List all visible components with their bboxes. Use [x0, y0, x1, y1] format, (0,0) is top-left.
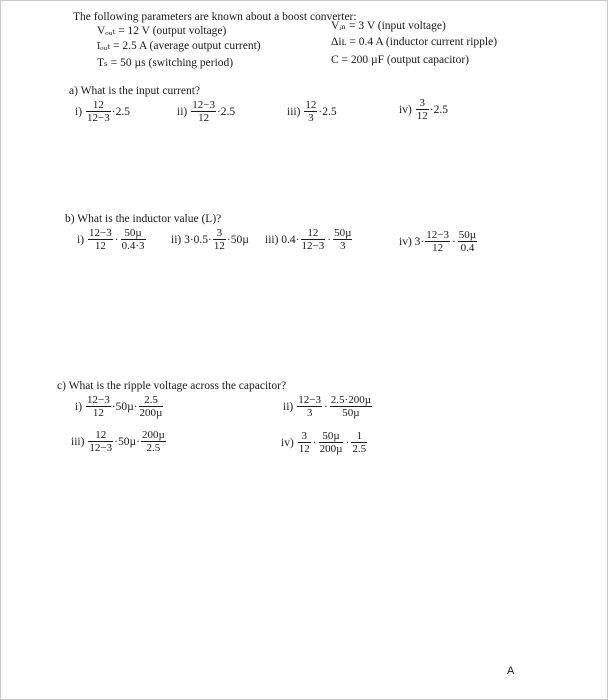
- numerator: 12: [301, 227, 326, 240]
- option-label: iii): [71, 435, 85, 448]
- option-label: iv): [281, 436, 294, 449]
- qb-option-i[interactable]: [77, 227, 147, 252]
- numerator: 2.5·200µ: [330, 394, 372, 406]
- option-label: i): [75, 400, 83, 413]
- numerator: 12: [86, 99, 111, 112]
- fraction: [86, 394, 111, 419]
- denominator: 12: [416, 110, 428, 122]
- fraction: [139, 394, 164, 419]
- denominator: 0.4·3: [121, 240, 145, 252]
- tail-factor: ·2.5: [429, 103, 448, 116]
- numerator: 1: [351, 430, 367, 443]
- dot-operator: ·: [312, 436, 317, 449]
- qa-option-i[interactable]: [75, 99, 130, 124]
- numerator: 12−3: [89, 227, 112, 239]
- qb-option-iii[interactable]: [265, 227, 353, 252]
- fraction: [121, 227, 146, 252]
- fraction: [319, 430, 344, 455]
- param-iout: īₒᵤₜ = 2.5 A (average output current): [97, 40, 261, 52]
- intro-text: The following parameters are known about a boost converter:: [73, 11, 357, 23]
- numerator: 12: [305, 99, 317, 111]
- tail-factor: ·2.5: [111, 105, 130, 118]
- option-label: ii): [283, 400, 294, 413]
- denominator: 12: [198, 112, 210, 124]
- denominator: 12: [298, 443, 310, 455]
- numerator: 200µ: [141, 429, 165, 441]
- numerator: 3: [213, 227, 226, 240]
- fraction: [86, 99, 111, 124]
- denominator: 12−3: [89, 442, 113, 454]
- fraction: [301, 227, 326, 252]
- fraction: [88, 227, 113, 252]
- dot-operator: ·: [345, 436, 350, 449]
- denominator: 12−3: [87, 112, 110, 124]
- qc-option-ii[interactable]: [283, 394, 373, 419]
- numerator: 50µ: [458, 229, 477, 241]
- qa-option-ii[interactable]: [177, 99, 235, 124]
- fraction: [330, 394, 372, 419]
- denominator: 12: [432, 242, 444, 254]
- option-label: ii): [177, 105, 188, 118]
- tail-factor: ·50µ: [226, 233, 249, 246]
- qb-option-ii[interactable]: [171, 227, 249, 252]
- dot-operator: ·: [451, 235, 456, 248]
- numerator: 12−3: [426, 229, 449, 241]
- fraction: [141, 429, 166, 454]
- option-label: iii): [287, 105, 301, 118]
- numerator: 12−3: [298, 394, 321, 406]
- qc-option-iv[interactable]: [281, 430, 368, 455]
- numerator: 12: [88, 429, 113, 442]
- option-label: iv): [399, 103, 412, 116]
- fraction: [88, 429, 113, 454]
- fraction: [333, 227, 352, 252]
- fraction: [191, 99, 216, 124]
- denominator: 3: [339, 240, 346, 252]
- numerator: 3: [416, 97, 429, 110]
- question-b: b) What is the inductor value (L)?: [65, 213, 222, 225]
- fraction: [213, 227, 226, 252]
- numerator: 12−3: [87, 394, 110, 406]
- fraction: [304, 99, 317, 124]
- qc-option-iii[interactable]: [71, 429, 167, 454]
- numerator: 3: [298, 430, 311, 443]
- fraction: [425, 229, 450, 254]
- fraction: [297, 394, 322, 419]
- denominator: 12: [213, 240, 225, 252]
- middle-factor: ·50µ·: [114, 435, 140, 448]
- numerator: 50µ: [334, 227, 352, 239]
- qa-option-iii[interactable]: [287, 99, 337, 124]
- denominator: 3: [306, 407, 313, 419]
- option-label: iv) 3·: [399, 235, 425, 248]
- denominator: 12−3: [301, 240, 325, 252]
- dot-operator: ·: [323, 400, 328, 413]
- numerator: 2.5: [139, 394, 164, 407]
- middle-factor: ·50µ·: [111, 400, 138, 413]
- option-label: i): [75, 105, 83, 118]
- qc-option-i[interactable]: [75, 394, 164, 419]
- denominator: 50µ: [342, 407, 360, 419]
- tail-factor: ·2.5: [318, 105, 337, 118]
- option-label: i): [77, 233, 85, 246]
- dot-operator: ·: [114, 233, 119, 246]
- qa-option-iv[interactable]: [399, 97, 448, 122]
- page-mark: A: [507, 665, 515, 677]
- param-vin: Vᵢₙ = 3 V (input voltage): [331, 20, 446, 32]
- param-vout: Vₒᵤₜ = 12 V (output voltage): [97, 25, 227, 37]
- denominator: 2.5: [146, 442, 161, 454]
- denominator: 2.5: [352, 443, 367, 455]
- question-a: a) What is the input current?: [69, 85, 201, 97]
- denominator: 12: [92, 407, 104, 419]
- denominator: 12: [94, 240, 106, 252]
- param-delta-il: Δiʟ = 0.4 A (inductor current ripple): [331, 36, 498, 48]
- option-label: ii) 3·0.5·: [171, 233, 212, 246]
- fraction: [351, 430, 367, 455]
- tail-factor: ·2.5: [216, 105, 236, 118]
- denominator: 0.4: [460, 242, 475, 254]
- denominator: 200µ: [319, 443, 343, 455]
- numerator: 50µ: [121, 227, 146, 240]
- fraction: [298, 430, 311, 455]
- qb-option-iv[interactable]: [399, 229, 478, 254]
- numerator: 50µ: [319, 430, 344, 443]
- fraction: [458, 229, 477, 254]
- option-label: iii) 0.4·: [265, 233, 300, 246]
- numerator: 12−3: [192, 99, 215, 111]
- denominator: 200µ: [139, 407, 163, 419]
- param-ts: Tₛ = 50 µs (switching period): [97, 57, 234, 69]
- denominator: 3: [308, 112, 314, 124]
- question-c: c) What is the ripple voltage across the capacitor?: [57, 380, 287, 392]
- fraction: [416, 97, 429, 122]
- dot-operator: ·: [327, 233, 332, 246]
- param-c: C = 200 µF (output capacitor): [331, 54, 469, 66]
